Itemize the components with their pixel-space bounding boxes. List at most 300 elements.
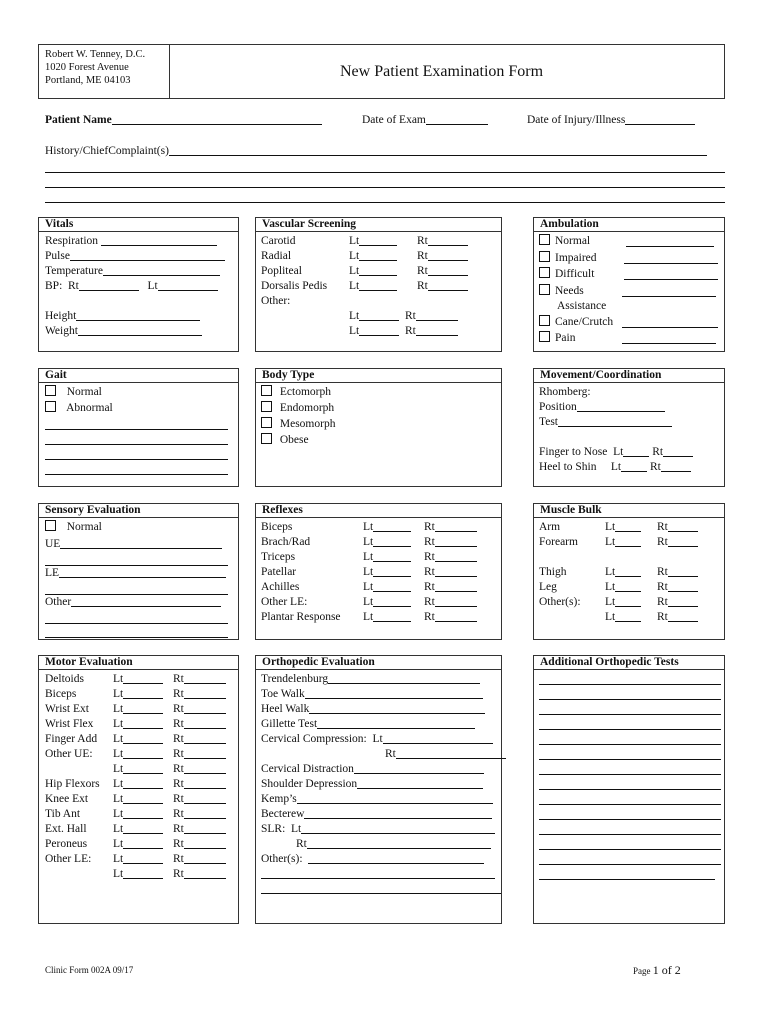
rt-label: Rt	[424, 566, 435, 578]
reflex-rt	[424, 535, 477, 550]
rt-input[interactable]	[435, 536, 477, 547]
ortho-input[interactable]	[354, 763, 484, 774]
ortho-row	[261, 762, 484, 777]
rt-label: Rt	[173, 763, 184, 775]
motor-rt	[173, 867, 226, 882]
respiration-label: Respiration	[45, 235, 99, 247]
lt-input[interactable]	[123, 748, 163, 759]
rt-input[interactable]	[184, 853, 226, 864]
history-line[interactable]	[45, 187, 725, 188]
reflex-label: Triceps	[261, 551, 296, 563]
pulse-input[interactable]	[70, 250, 225, 261]
page-num: 1 of 2	[652, 963, 681, 977]
gait-line[interactable]	[45, 459, 228, 460]
lt-input[interactable]	[123, 838, 163, 849]
reflex-row	[261, 565, 491, 580]
checkbox[interactable]	[539, 267, 550, 278]
lt-input[interactable]	[123, 703, 163, 714]
bp-rt-input[interactable]	[79, 280, 139, 291]
rt-input[interactable]	[668, 536, 698, 547]
ue-label: UE	[45, 538, 61, 550]
additional-line[interactable]	[539, 714, 721, 715]
temperature-input[interactable]	[103, 265, 220, 276]
motor-rt	[173, 717, 226, 732]
ortho-label: Trendelenburg	[261, 673, 329, 685]
lt-input[interactable]	[359, 250, 397, 261]
rt-label: Rt	[173, 793, 184, 805]
lt-input[interactable]	[123, 733, 163, 744]
motor-lt	[113, 867, 163, 882]
lt-input[interactable]	[123, 853, 163, 864]
musclebulk-header: Muscle Bulk	[534, 504, 724, 518]
reflex-rt	[424, 550, 477, 565]
motor-label: Biceps	[45, 688, 77, 700]
lt-label: Lt	[113, 808, 124, 820]
respiration-input[interactable]	[101, 235, 217, 246]
ambulation-line[interactable]	[624, 263, 718, 264]
rt-input[interactable]	[668, 611, 698, 622]
bp-lt-label: Lt	[147, 280, 158, 292]
lt-label: Lt	[113, 733, 124, 745]
additional-line[interactable]	[539, 699, 721, 700]
checkbox[interactable]	[261, 433, 272, 444]
bulk-label: Leg	[539, 581, 557, 593]
lt-input[interactable]	[615, 521, 641, 532]
clinic-city: Portland, ME 04103	[45, 75, 131, 86]
lt-input[interactable]	[373, 536, 411, 547]
additional-line[interactable]	[539, 819, 721, 820]
ortho-header: Orthopedic Evaluation	[256, 656, 501, 670]
lt-label: Lt	[113, 853, 124, 865]
checkbox[interactable]	[539, 315, 550, 326]
le-input[interactable]	[59, 567, 226, 578]
lt-input[interactable]	[359, 265, 397, 276]
motor-label: Deltoids	[45, 673, 84, 685]
lt-input[interactable]	[615, 566, 641, 577]
lt-input[interactable]	[373, 521, 411, 532]
ambulation-label: Difficult	[555, 268, 595, 280]
bodytype-item[interactable]	[261, 417, 335, 432]
rt-input[interactable]	[184, 763, 226, 774]
lt-label: Lt	[349, 280, 360, 292]
additional-line[interactable]	[539, 789, 721, 790]
date-exam-input[interactable]	[426, 114, 488, 125]
finger-rt-input[interactable]	[663, 446, 693, 457]
ortho-row	[385, 747, 506, 762]
ortho-label: Rt	[296, 838, 307, 850]
rt-label: Rt	[657, 611, 668, 623]
checkbox[interactable]	[539, 251, 550, 262]
ambulation-item[interactable]	[539, 331, 575, 346]
rt-label: Rt	[417, 250, 428, 262]
rt-input[interactable]	[416, 325, 458, 336]
patient-name-input[interactable]	[112, 114, 322, 125]
ambulation-item[interactable]	[539, 251, 597, 266]
rt-input[interactable]	[668, 581, 698, 592]
motor-lt	[113, 747, 163, 762]
rt-label: Rt	[424, 521, 435, 533]
checkbox[interactable]	[261, 417, 272, 428]
lt-input[interactable]	[373, 581, 411, 592]
rt-input[interactable]	[184, 718, 226, 729]
additional-line[interactable]	[539, 804, 721, 805]
gait-normal[interactable]	[45, 385, 102, 400]
ue-input[interactable]	[60, 538, 222, 549]
rt-input[interactable]	[428, 265, 468, 276]
rt-input[interactable]	[184, 748, 226, 759]
bulk-rt	[657, 580, 698, 595]
rt-input[interactable]	[184, 673, 226, 684]
reflex-lt	[363, 535, 411, 550]
vascular-rt	[417, 234, 468, 249]
lt-input[interactable]	[123, 868, 163, 879]
ortho-label: Rt	[385, 748, 396, 760]
sensory-line[interactable]	[45, 623, 228, 624]
rt-input[interactable]	[435, 581, 477, 592]
additional-line[interactable]	[539, 744, 721, 745]
rt-label: Rt	[173, 778, 184, 790]
vascular-row	[261, 234, 491, 249]
date-exam-row	[362, 113, 488, 128]
ambulation-line[interactable]	[622, 296, 716, 297]
rt-input[interactable]	[428, 280, 468, 291]
motor-label: Finger Add	[45, 733, 98, 745]
vascular-row	[261, 294, 491, 309]
bp-row	[45, 279, 218, 294]
bulk-row	[539, 520, 719, 535]
additional-header: Additional Orthopedic Tests	[534, 656, 724, 670]
rt-label: Rt	[173, 853, 184, 865]
rt-label: Rt	[173, 673, 184, 685]
ortho-label: Other(s):	[261, 853, 303, 865]
rt-input[interactable]	[668, 596, 698, 607]
rt-input[interactable]	[435, 611, 477, 622]
lt-input[interactable]	[615, 611, 641, 622]
rt-input[interactable]	[184, 703, 226, 714]
motor-rt	[173, 702, 226, 717]
vascular-lt	[349, 279, 397, 294]
page-title: New Patient Examination Form	[340, 63, 544, 80]
reflex-row	[261, 595, 491, 610]
motor-row	[45, 837, 235, 852]
additional-line[interactable]	[539, 774, 721, 775]
vitals-header: Vitals	[39, 218, 238, 232]
reflex-label: Other LE:	[261, 596, 308, 608]
history-line[interactable]	[45, 202, 725, 203]
date-injury-row	[527, 113, 695, 128]
motor-rt	[173, 807, 226, 822]
lt-label: Lt	[113, 838, 124, 850]
ambulation-line[interactable]	[626, 246, 714, 247]
checkbox[interactable]	[539, 331, 550, 342]
ortho-input[interactable]	[301, 823, 495, 834]
lt-label: Lt	[605, 581, 616, 593]
ortho-row	[261, 732, 493, 747]
height-input[interactable]	[76, 310, 200, 321]
gait-normal-label: Normal	[66, 386, 102, 398]
ortho-row	[261, 702, 485, 717]
rt-label: Rt	[424, 611, 435, 623]
bulk-rt	[657, 595, 698, 610]
ambulation-label: Needs	[555, 285, 584, 297]
lt-label: Lt	[613, 446, 624, 458]
rt-input[interactable]	[435, 551, 477, 562]
ambulation-item[interactable]	[539, 234, 590, 249]
checkbox[interactable]	[539, 284, 550, 295]
bulk-label: Thigh	[539, 566, 567, 578]
motor-lt	[113, 687, 163, 702]
motor-rt	[173, 852, 226, 867]
lt-input[interactable]	[123, 793, 163, 804]
ortho-row	[261, 777, 483, 792]
weight-input[interactable]	[78, 325, 202, 336]
ortho-input[interactable]	[396, 748, 506, 759]
bulk-lt	[605, 535, 641, 550]
rt-input[interactable]	[668, 566, 698, 577]
lt-input[interactable]	[373, 551, 411, 562]
finger-lt-input[interactable]	[623, 446, 649, 457]
additional-line[interactable]	[539, 684, 721, 685]
rt-input[interactable]	[668, 521, 698, 532]
lt-input[interactable]	[359, 310, 399, 321]
vascular-other-row	[349, 309, 458, 324]
reflex-lt	[363, 580, 411, 595]
ortho-label: Shoulder Depression	[261, 778, 358, 790]
rt-input[interactable]	[184, 838, 226, 849]
history-input[interactable]	[169, 145, 707, 156]
other-input[interactable]	[71, 596, 221, 607]
clinic-street: 1020 Forest Avenue	[45, 62, 129, 73]
rt-label: Rt	[173, 808, 184, 820]
rt-input[interactable]	[184, 793, 226, 804]
motor-row	[45, 852, 235, 867]
lt-input[interactable]	[359, 280, 397, 291]
motor-row	[45, 822, 235, 837]
motor-rt	[173, 732, 226, 747]
ortho-row	[261, 717, 475, 732]
ue-row	[45, 537, 222, 552]
rt-input[interactable]	[184, 733, 226, 744]
ortho-row	[261, 672, 480, 687]
motor-row	[45, 732, 235, 747]
ortho-line[interactable]	[261, 878, 495, 879]
lt-input[interactable]	[123, 688, 163, 699]
pulse-label: Pulse	[45, 250, 70, 262]
lt-input[interactable]	[373, 611, 411, 622]
needs-assistance-label: Assistance	[557, 300, 607, 312]
patient-name-label: Patient Name	[45, 114, 112, 126]
ortho-input[interactable]	[308, 853, 484, 864]
rt-input[interactable]	[428, 235, 468, 246]
lt-input[interactable]	[123, 823, 163, 834]
additional-line[interactable]	[539, 729, 721, 730]
rt-label: Rt	[173, 868, 184, 880]
lt-label: Lt	[113, 688, 124, 700]
lt-label: Lt	[113, 703, 124, 715]
reflex-lt	[363, 610, 411, 625]
rt-input[interactable]	[184, 778, 226, 789]
lt-label: Lt	[349, 325, 360, 337]
lt-input[interactable]	[123, 763, 163, 774]
ortho-input[interactable]	[305, 688, 483, 699]
sensory-header: Sensory Evaluation	[39, 504, 238, 518]
vascular-other-row	[349, 324, 458, 339]
lt-input[interactable]	[373, 566, 411, 577]
rt-input[interactable]	[184, 808, 226, 819]
bulk-row	[539, 595, 719, 610]
checkbox[interactable]	[261, 385, 272, 396]
ortho-row	[261, 792, 493, 807]
ortho-input[interactable]	[309, 703, 485, 714]
additional-line[interactable]	[539, 864, 721, 865]
rt-input[interactable]	[184, 823, 226, 834]
ambulation-line[interactable]	[624, 279, 718, 280]
reflex-lt	[363, 565, 411, 580]
finger-nose-label: Finger to Nose	[539, 446, 608, 458]
ortho-input[interactable]	[297, 793, 493, 804]
rt-label: Rt	[649, 461, 661, 473]
vascular-label: Popliteal	[261, 265, 302, 277]
rt-input[interactable]	[435, 596, 477, 607]
lt-input[interactable]	[123, 718, 163, 729]
motor-rt	[173, 822, 226, 837]
rt-label: Rt	[424, 581, 435, 593]
ortho-label: Heel Walk	[261, 703, 310, 715]
rt-input[interactable]	[184, 688, 226, 699]
bulk-lt	[605, 520, 641, 535]
motor-rt	[173, 687, 226, 702]
lt-label: Lt	[605, 596, 616, 608]
rt-label: Rt	[417, 265, 428, 277]
lt-input[interactable]	[123, 673, 163, 684]
vascular-label: Dorsalis Pedis	[261, 280, 328, 292]
test-label: Test	[539, 416, 558, 428]
ambulation-item[interactable]	[539, 315, 613, 330]
history-row	[45, 144, 707, 159]
ortho-input[interactable]	[304, 808, 492, 819]
clinic-name: Robert W. Tenney, D.C.	[45, 49, 146, 60]
weight-label: Weight	[45, 325, 78, 337]
ambulation-item[interactable]	[539, 267, 594, 282]
ortho-input[interactable]	[383, 733, 493, 744]
motor-lt	[113, 702, 163, 717]
rt-input[interactable]	[435, 521, 477, 532]
bodytype-header: Body Type	[256, 369, 501, 383]
reflex-rt	[424, 595, 477, 610]
ambulation-line[interactable]	[622, 327, 718, 328]
clinic-divider	[169, 44, 170, 99]
gait-line[interactable]	[45, 474, 228, 475]
ortho-input[interactable]	[307, 838, 491, 849]
bp-lt-input[interactable]	[158, 280, 218, 291]
bodytype-item[interactable]	[261, 385, 331, 400]
additional-line[interactable]	[539, 849, 721, 850]
ambulation-line[interactable]	[622, 343, 716, 344]
heel-lt-input[interactable]	[621, 461, 647, 472]
rt-label: Rt	[404, 325, 416, 337]
additional-line[interactable]	[539, 879, 715, 880]
gait-line[interactable]	[45, 429, 228, 430]
checkbox[interactable]	[261, 401, 272, 412]
checkbox[interactable]	[45, 401, 56, 412]
checkbox[interactable]	[45, 385, 56, 396]
page-label: Page	[633, 966, 651, 976]
motor-label: Tib Ant	[45, 808, 81, 820]
history-line[interactable]	[45, 172, 725, 173]
checkbox[interactable]	[45, 520, 56, 531]
ortho-row	[261, 852, 484, 867]
bodytype-item[interactable]	[261, 433, 309, 448]
vascular-label: Carotid	[261, 235, 296, 247]
rt-input[interactable]	[416, 310, 458, 321]
checkbox[interactable]	[539, 234, 550, 245]
date-injury-input[interactable]	[625, 114, 695, 125]
ortho-input[interactable]	[328, 673, 480, 684]
temperature-row	[45, 264, 220, 279]
lt-label: Lt	[363, 521, 374, 533]
motor-row	[45, 777, 235, 792]
ortho-label: Cervical Distraction	[261, 763, 354, 775]
lt-input[interactable]	[123, 808, 163, 819]
motor-lt	[113, 852, 163, 867]
ortho-label: Toe Walk	[261, 688, 305, 700]
rt-label: Rt	[657, 596, 668, 608]
gait-line[interactable]	[45, 444, 228, 445]
rt-input[interactable]	[435, 566, 477, 577]
lt-input[interactable]	[615, 581, 641, 592]
lt-input[interactable]	[615, 536, 641, 547]
test-input[interactable]	[558, 416, 672, 427]
motor-rt	[173, 747, 226, 762]
lt-label: Lt	[363, 596, 374, 608]
ambulation-header: Ambulation	[534, 218, 724, 232]
motor-rt	[173, 762, 226, 777]
lt-input[interactable]	[615, 596, 641, 607]
additional-line[interactable]	[539, 834, 721, 835]
motor-lt	[113, 792, 163, 807]
lt-input[interactable]	[123, 778, 163, 789]
lt-input[interactable]	[359, 235, 397, 246]
motor-rt	[173, 792, 226, 807]
reflex-lt	[363, 520, 411, 535]
ambulation-item[interactable]	[539, 284, 584, 299]
lt-input[interactable]	[359, 325, 399, 336]
rt-label: Rt	[173, 703, 184, 715]
lt-label: Lt	[113, 763, 124, 775]
ortho-input[interactable]	[317, 718, 475, 729]
lt-label: Lt	[605, 611, 616, 623]
rt-input[interactable]	[428, 250, 468, 261]
gait-abnormal[interactable]	[45, 401, 113, 416]
heel-rt-input[interactable]	[661, 461, 691, 472]
lt-input[interactable]	[373, 596, 411, 607]
bodytype-item[interactable]	[261, 401, 334, 416]
le-label: LE	[45, 567, 60, 579]
sensory-line[interactable]	[45, 637, 228, 638]
ortho-line[interactable]	[261, 893, 501, 894]
sensory-normal[interactable]	[45, 520, 102, 535]
rt-label: Rt	[173, 718, 184, 730]
position-input[interactable]	[577, 401, 665, 412]
lt-label: Lt	[113, 793, 124, 805]
additional-line[interactable]	[539, 759, 721, 760]
ortho-input[interactable]	[357, 778, 483, 789]
form-id: Clinic Form 002A 09/17	[45, 965, 134, 975]
date-injury-label: Date of Injury/Illness	[527, 114, 626, 126]
reflex-label: Biceps	[261, 521, 293, 533]
position-row	[539, 400, 665, 415]
rt-input[interactable]	[184, 868, 226, 879]
